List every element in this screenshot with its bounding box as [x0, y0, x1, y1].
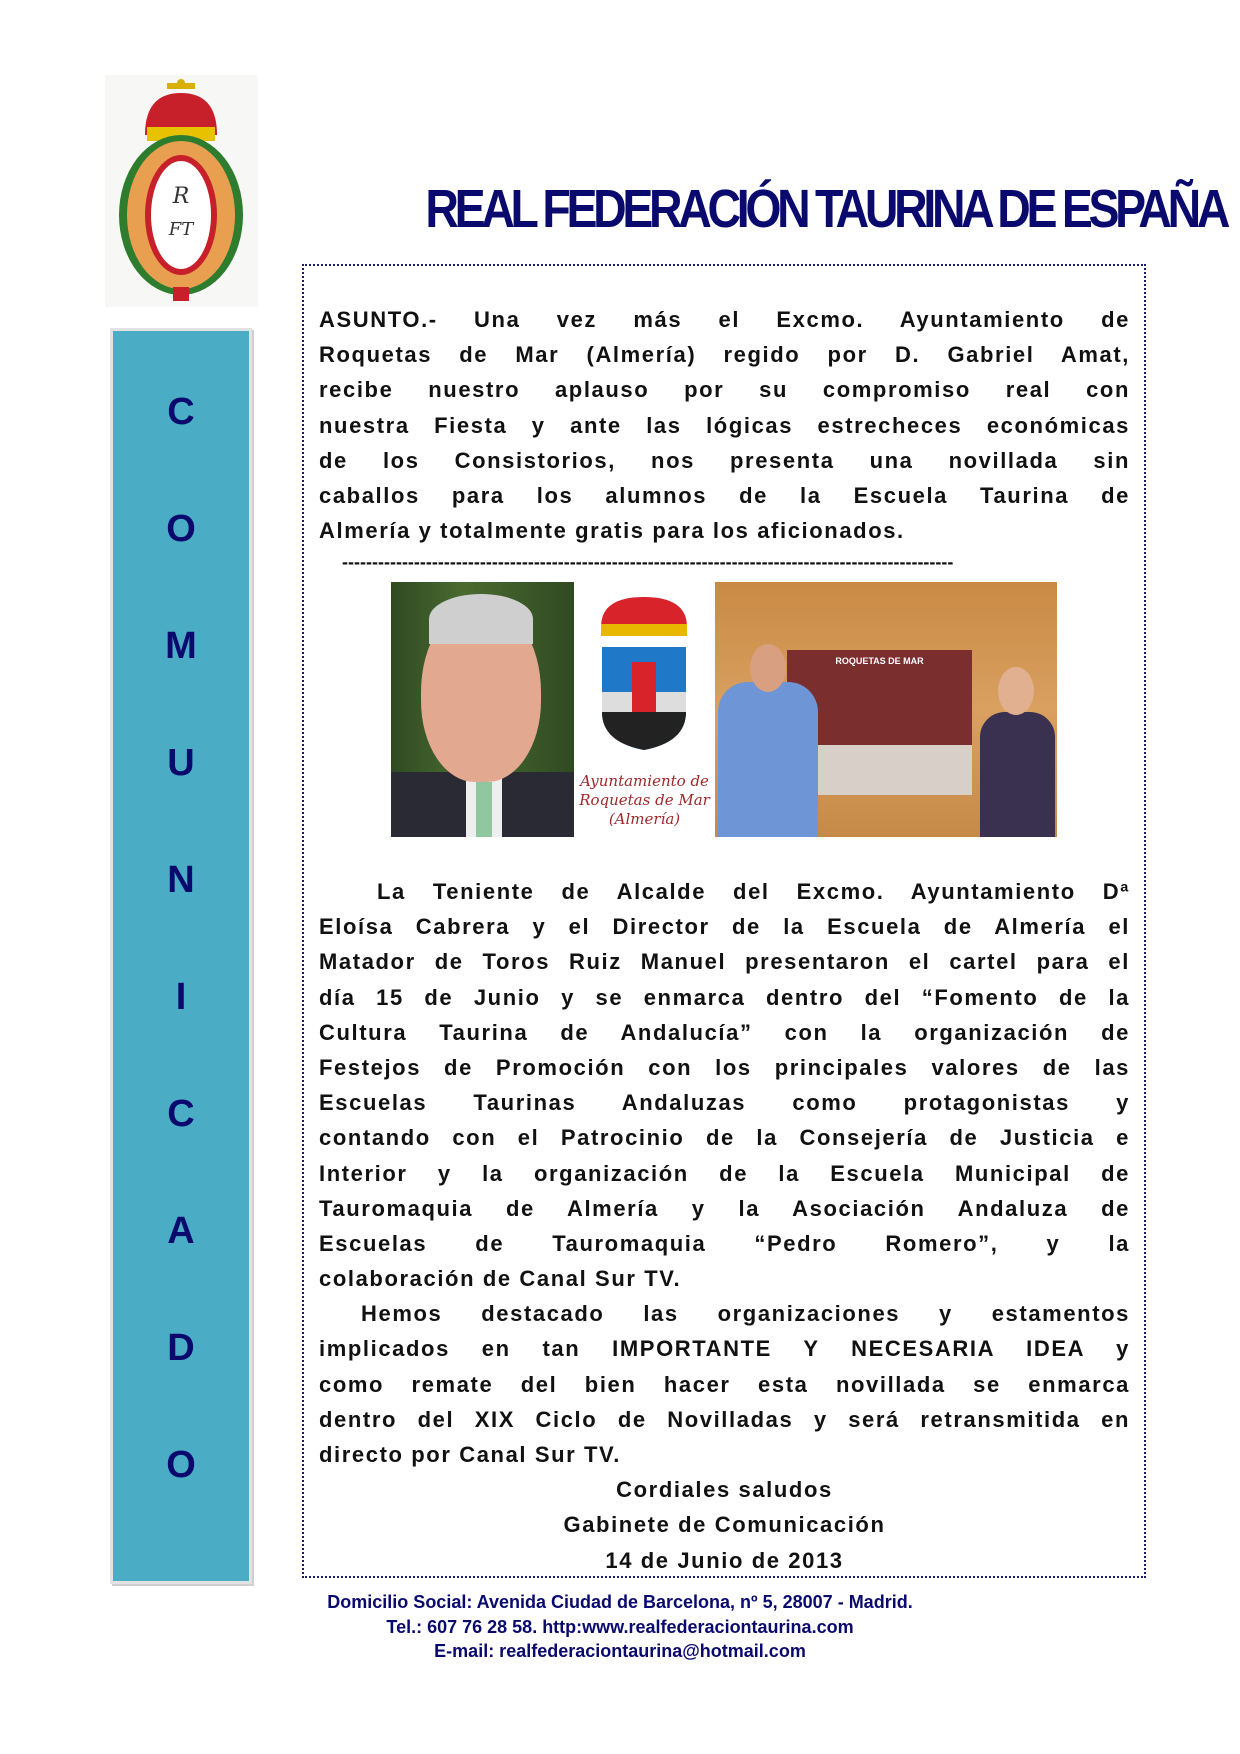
portrait-photo — [391, 582, 574, 837]
paragraph-asunto — [319, 302, 1130, 548]
banner-letter: O — [166, 1444, 196, 1486]
coat-caption-line: Ayuntamiento de — [580, 772, 709, 790]
footer-contact — [0, 1590, 1240, 1664]
text-line: Escuelas de Tauromaquia “Pedro Romero”, y la — [319, 1230, 1130, 1256]
text-line: nuestra Fiesta y ante las lógicas estrecheces económicas — [319, 412, 1130, 438]
banner-letter: C — [167, 1093, 195, 1135]
text-line: Escuelas Taurinas Andaluzas como protagonistas y — [319, 1090, 1130, 1116]
banner-letter: U — [167, 742, 195, 784]
federation-crest-logo — [105, 75, 258, 307]
text-line: ASUNTO.- Una vez más el Excmo. Ayuntamiento de — [319, 307, 1130, 332]
coat-caption-line: Roquetas de Mar — [579, 791, 710, 809]
paragraph-presentation — [319, 874, 1130, 1578]
text-line: recibe nuestro aplauso por su compromiso real con — [319, 377, 1130, 403]
text-line: Cultura Taurina de Andalucía” con la organización de — [319, 1019, 1130, 1045]
text-line: Interior y la organización de la Escuela Municipal de — [319, 1160, 1130, 1186]
closing-greeting: Cordiales saludos — [616, 1477, 833, 1503]
closing-signature: Gabinete de Comunicación — [563, 1512, 886, 1538]
banner-letter: N — [167, 859, 195, 901]
banner-letter: C — [167, 391, 195, 433]
banner-letter: A — [167, 1210, 195, 1252]
banner-letter: M — [165, 625, 197, 667]
text-line: Almería y totalmente gratis para los aficionados. — [319, 518, 905, 544]
text-line: Matador de Toros Ruiz Manuel presentaron el cartel para el — [319, 949, 1130, 975]
text-line: Hemos destacado las organizaciones y estamentos — [361, 1301, 1130, 1327]
closing-date: 14 de Junio de 2013 — [605, 1547, 844, 1573]
text-line: colaboración de Canal Sur TV. — [319, 1266, 682, 1292]
text-line: Festejos de Promoción con los principales valores de las — [319, 1054, 1130, 1080]
text-line: como remate del bien hacer esta novillada se enmarca — [319, 1371, 1130, 1397]
text-line: caballos para los alumnos de la Escuela Taurina de — [319, 482, 1130, 508]
banner-letter: O — [166, 508, 196, 550]
separator-line: ------------------------------------------------------------------------------------------------------ — [342, 552, 954, 572]
text-line: implicados en tan IMPORTANTE Y NECESARIA IDEA y — [319, 1336, 1130, 1362]
text-line: de los Consistorios, nos presenta una novillada sin — [319, 447, 1130, 473]
text-line: Tauromaquia de Almería y la Asociación Andaluza de — [319, 1195, 1130, 1221]
text-line: Eloísa Cabrera y el Director de la Escuela de Almería el — [319, 914, 1130, 940]
text-line: directo por Canal Sur TV. — [319, 1442, 622, 1467]
footer-email: E-mail: realfederaciontaurina@hotmail.com — [434, 1641, 806, 1661]
poster-presentation-photo — [715, 582, 1057, 837]
svg-text:FT: FT — [168, 219, 194, 240]
svg-text:R: R — [172, 184, 190, 209]
text-line: contando con el Patrocinio de la Consejería de Justicia e — [319, 1125, 1130, 1151]
footer-address: Domicilio Social: Avenida Ciudad de Barcelona, nº 5, 28007 - Madrid. — [327, 1592, 913, 1612]
page-title: REAL FEDERACIÓN TAURINA DE ESPAÑA — [425, 179, 1227, 239]
roquetas-coat-of-arms — [576, 582, 713, 837]
text-line: La Teniente de Alcalde del Excmo. Ayuntamiento Dª — [377, 879, 1130, 904]
text-line: dentro del XIX Ciclo de Novilladas y será retransmitida en — [319, 1406, 1130, 1432]
comunicado-vertical-banner — [110, 328, 252, 1584]
footer-phone-web: Tel.: 607 76 28 58. http:www.realfederaciontaurina.com — [386, 1616, 854, 1637]
text-line: Roquetas de Mar (Almería) regido por D. Gabriel Amat, — [319, 342, 1130, 368]
banner-letter: I — [175, 976, 187, 1018]
poster-heading: ROQUETAS DE MAR — [835, 656, 924, 666]
banner-letter: D — [167, 1327, 195, 1369]
text-line: día 15 de Junio y se enmarca dentro del “Fomento de la — [319, 984, 1130, 1010]
coat-caption-line: (Almería) — [608, 810, 681, 828]
